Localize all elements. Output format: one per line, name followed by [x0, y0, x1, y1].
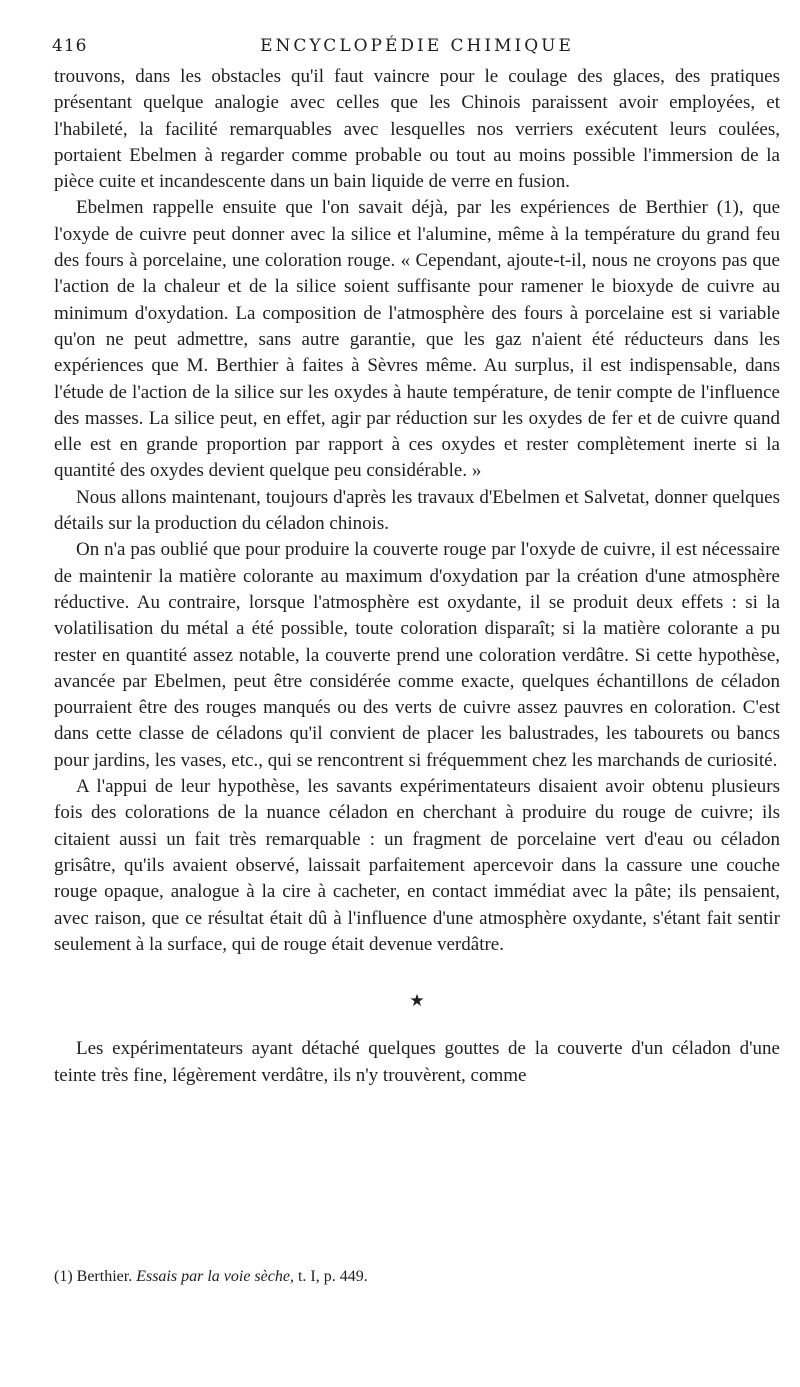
footnote-title: Essais par la voie sèche,	[136, 1268, 294, 1285]
body-text	[54, 64, 780, 1089]
footnote	[54, 1268, 368, 1286]
page-header	[54, 30, 780, 64]
footnote-marker: (1) Berthier.	[54, 1268, 133, 1285]
paragraph-2: Ebelmen rappelle ensuite que l'on savait déjà, par les expériences de Berthier (1), que l'oxyde de cuivre peut donner avec la silice et l'alumine, même à la température du grand feu des fours à porcelaine, une coloration rouge. « Cependant, ajoute-t-il, nous ne croyons pas que l'action de la chaleur et de la silice soient suffisante pour ramener le bioxyde de cuivre au minimum d'oxydation. La composition de l'atmosphère des fours à porcelaine est si variable qu'on ne peut admettre, sans autre garantie, que les gaz n'aient été réducteurs dans les expériences que M. Berthier à faites à Sèvres même. Au surplus, il est indispensable, dans l'étude de l'action de la silice sur les oxydes à haute température, de tenir compte de l'influence des masses. La silice peut, en effet, agir par réduction sur les oxydes de fer et de cuivre quand elle est en grande proportion par rapport à ces oxydes et rester complètement inerte si la quantité des oxydes devient quelque peu considérable. »	[54, 197, 780, 482]
document-page	[54, 30, 780, 1370]
running-title: ENCYCLOPÉDIE CHIMIQUE	[260, 36, 574, 56]
section-separator-star: ★	[409, 991, 425, 1011]
page-number: 416	[52, 36, 88, 56]
paragraph-3: Nous allons maintenant, toujours d'après les travaux d'Ebelmen et Salvetat, donner quelques détails sur la production du céladon chinois.	[54, 486, 780, 535]
paragraph-6: Les expérimentateurs ayant détaché quelques gouttes de la couverte d'un céladon d'une teinte très fine, légèrement verdâtre, ils n'y trouvèrent, comme	[54, 1038, 780, 1086]
paragraph-1: trouvons, dans les obstacles qu'il faut vaincre pour le coulage des glaces, des pratiques présentant quelque analogie avec celles que les Chinois paraissent avoir employées, et l'habileté, la facilité remarquables avec lesquelles nos verriers exécutent leurs coulées, portaient Ebelmen à regarder comme probable ou tout au moins possible l'immersion de la pièce cuite et incandescente dans un bain liquide de verre en fusion.	[54, 66, 780, 193]
paragraph-5: A l'appui de leur hypothèse, les savants expérimentateurs disaient avoir obtenu plusieurs fois des colorations de la nuance céladon en cherchant à produire du rouge de cuivre; ils citaient aussi un fait très remarquable : un fragment de porcelaine vert d'eau ou céladon grisâtre, qu'ils avaient observé, laissait parfaitement apercevoir dans la cassure une couche rouge opaque, analogue à la cire à cacheter, en contact immédiat avec la pâte; ils pensaient, avec raison, que ce résultat était dû à l'influence d'une atmosphère oxydante, s'étant fait sentir seulement à la surface, qui de rouge était devenue verdâtre.	[54, 776, 780, 955]
footnote-reference: t. I, p. 449.	[297, 1268, 368, 1285]
paragraph-4: On n'a pas oublié que pour produire la couverte rouge par l'oxyde de cuivre, il est nécessaire de maintenir la matière colorante au maximum d'oxydation par la création d'une atmosphère réductive. Au contraire, lorsque l'atmosphère est oxydante, il se produit deux effets : si la volatilisation du métal a été possible, toute coloration disparaît; si la matière colorante a pu rester en quantité assez notable, la couverte prend une coloration verdâtre. Si cette hypothèse, avancée par Ebelmen, peut être considérée comme exacte, quelques échantillons de céladon pourraient être des rouges manqués ou des verts de cuivre assez pauvres en coloration. C'est dans cette classe de céladons qu'il convient de placer les balustrades, les tabourets ou bancs pour jardins, les vases, etc., qui se rencontrent si fréquemment chez les marchands de curiosité.	[54, 539, 780, 771]
